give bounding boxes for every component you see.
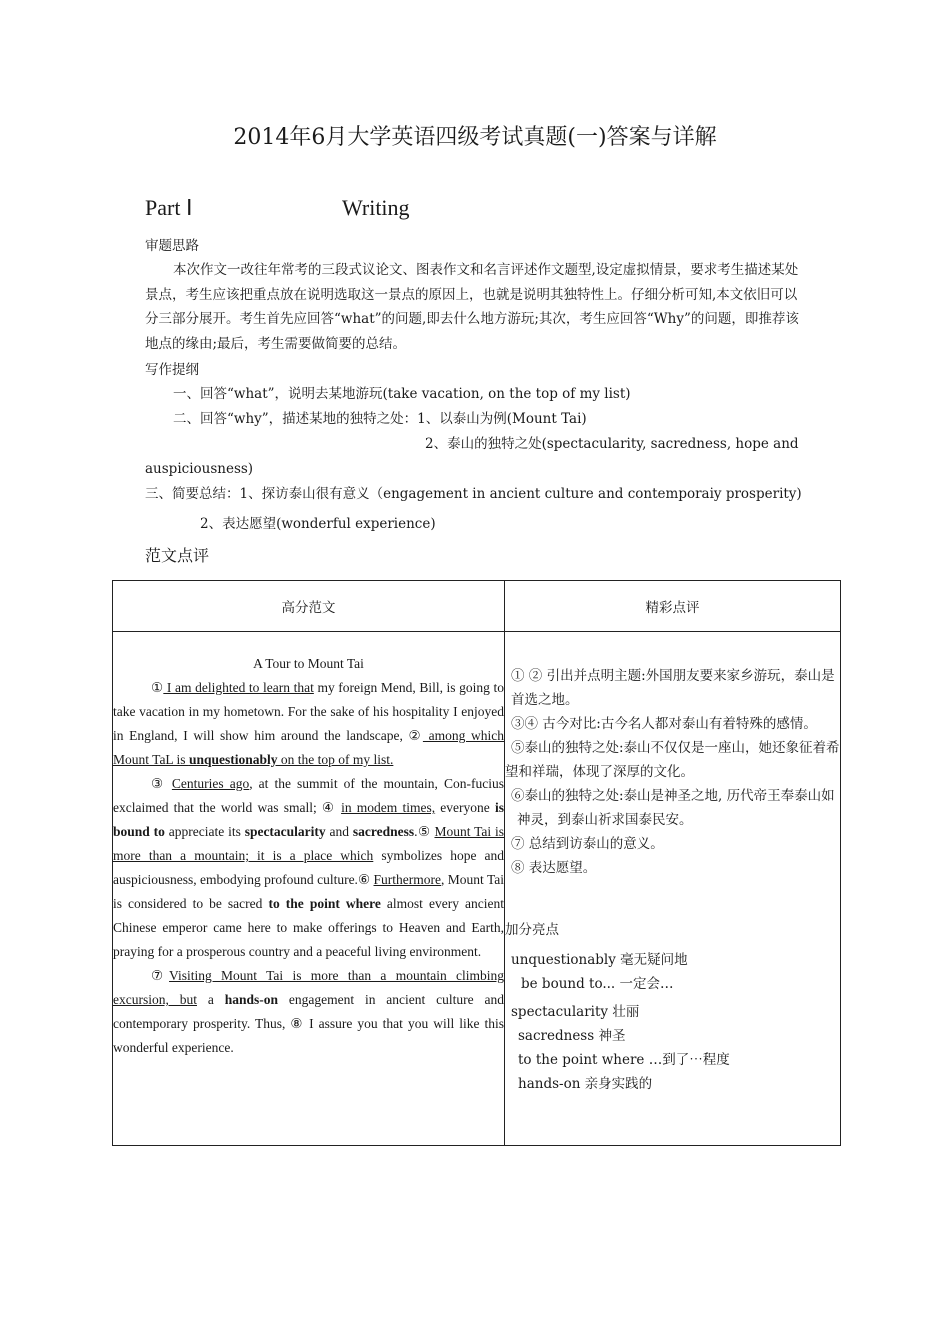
right-column-header: 精彩点评: [505, 581, 841, 632]
outline-line-5: 2、表达愿望(wonderful experience): [200, 516, 436, 532]
comment-item: ⑥泰山的独特之处:泰山是神圣之地, 历代帝王奉泰山如神灵，到泰山祈求国泰民安。: [511, 788, 835, 828]
essay-text: engagement in ancient culture and contemporary prosperity. Thus, ⑧ I assure you that you will like this wonderful experience.: [113, 992, 504, 1055]
essay-text: on the top of my list.: [277, 752, 394, 767]
bonus-item: be bound to... 一定会…: [521, 976, 674, 992]
review-table: [112, 580, 841, 1146]
left-column-header: 高分范文: [113, 581, 505, 632]
comment-item: ① ② 引出并点明主题:外国朋友要来家乡游玩，泰山是首选之地。: [511, 668, 835, 708]
bonus-word: spectacularity: [244, 824, 326, 839]
marker-1: ①: [151, 680, 164, 695]
bonus-word: unquestionably: [188, 752, 278, 767]
essay-paragraph-3: [113, 964, 504, 1060]
bonus-word: sacredness: [352, 824, 415, 839]
analysis-text: 本次作文一改往年常考的三段式议论文、图表作文和名言评述作文题型,设定虚拟情景，要求考生描述某处景点，考生应该把重点放在说明选取这一景点的原因上，也就是说明其独特性上。仔细分析可知,本文依旧可以分三部分展开。考生首先应回答“what”的问题,即去什么地方游玩;其次，考生应回答“Why”的问题，即推荐该地点的缘由;最后，考生需要做简要的总结。: [145, 262, 799, 352]
highlight-phrase: Centuries ago: [171, 776, 250, 791]
highlight-phrase: Visiting Mount Tai is more than a mountain climbing excursion, but: [113, 968, 505, 1007]
essay-text: , Mount Tai is considered to be sacred: [113, 872, 504, 911]
essay-text: appreciate its: [164, 824, 245, 839]
essay-title: A Tour to Mount Tai: [253, 656, 364, 671]
outline-line-4: 三、简要总结：1、探访泰山很有意义（engagement in ancient culture and contemporaiy prosperity): [145, 486, 802, 502]
highlight-phrase: in modem times,: [341, 800, 436, 815]
comment-item: ⑤泰山的独特之处:泰山不仅仅是一座山，她还象征着希望和祥瑞，体现了深厚的文化。: [505, 740, 840, 780]
part-name: Writing: [342, 195, 410, 220]
essay: [113, 632, 504, 1060]
essay-cell: [113, 632, 505, 1146]
essay-text: a: [196, 992, 225, 1007]
bonus-item: sacredness 神圣: [518, 1028, 626, 1044]
bonus-item: hands-on 亲身实践的: [518, 1076, 653, 1092]
comment-item: ③④ 古今对比:古今名人都对泰山有着特殊的感情。: [511, 716, 817, 732]
part-label: Part Ⅰ: [145, 195, 193, 220]
bonus-word: to the point where: [268, 896, 381, 911]
comment-item: ⑦ 总结到访泰山的意义。: [511, 836, 664, 852]
essay-paragraph-2: [113, 772, 504, 964]
page-title: 2014年6月大学英语四级考试真题(一)答案与详解: [233, 125, 717, 150]
bonus-heading: 加分亮点: [505, 922, 559, 938]
marker-3: ③: [151, 776, 172, 791]
essay-text: my foreign Mend, Bill, is going to take vacation in my hometown. For the sake of his hospitality I enjoyed in England, I will show him around the landscape, ②: [113, 680, 504, 743]
outline-line-3: 2、泰山的独特之处(spectacularity, sacredness, hope and: [425, 436, 799, 452]
bonus-item: unquestionably 毫无疑问地: [511, 952, 688, 968]
bonus-item: spectacularity 壮丽: [511, 1004, 640, 1020]
bonus-word: is bound to: [113, 800, 504, 839]
outline-line-1: 一、回答“what”，说明去某地游玩(take vacation, on the top of my list): [173, 386, 631, 402]
essay-text: .⑤: [414, 824, 435, 839]
outline-heading: 写作提纲: [145, 362, 199, 378]
comment-item: ⑧ 表达愿望。: [511, 860, 597, 876]
comments: [505, 632, 840, 880]
essay-text: everyone: [435, 800, 495, 815]
bonus-list: [505, 948, 840, 1096]
highlight-phrase: Mount Tai is more than a mountain; it is a place which: [113, 824, 504, 863]
marker-7: ⑦: [151, 968, 170, 983]
outline-line-3b: auspiciousness): [145, 461, 254, 477]
bonus-word: hands-on: [224, 992, 278, 1007]
essay-text: and: [325, 824, 353, 839]
highlight-phrase: Furthermore: [373, 872, 441, 887]
analysis-heading: 审题思路: [145, 238, 199, 254]
sample-heading: 范文点评: [145, 546, 210, 565]
essay-text: symbolizes hope and auspiciousness, embodying profound culture.⑥: [113, 848, 505, 887]
essay-text: , at the summit of the mountain, Con-fucius exclaimed that the world was small; ④: [113, 776, 504, 815]
essay-paragraph-1: [113, 676, 504, 772]
comment-cell: [505, 632, 841, 1146]
highlight-phrase: I am delighted to learn that: [163, 680, 314, 695]
essay-text: among which Mount TaL is: [113, 728, 504, 767]
essay-text: almost every ancient Chinese emperor came here to make offerings to Heaven and Earth, praying for a prosperous country and a peaceful living environment.: [113, 896, 504, 959]
outline-line-2: 二、回答“why”，描述某地的独特之处：1、以泰山为例(Mount Tai): [173, 411, 587, 427]
bonus-item: to the point where …到了⋯程度: [518, 1052, 730, 1068]
